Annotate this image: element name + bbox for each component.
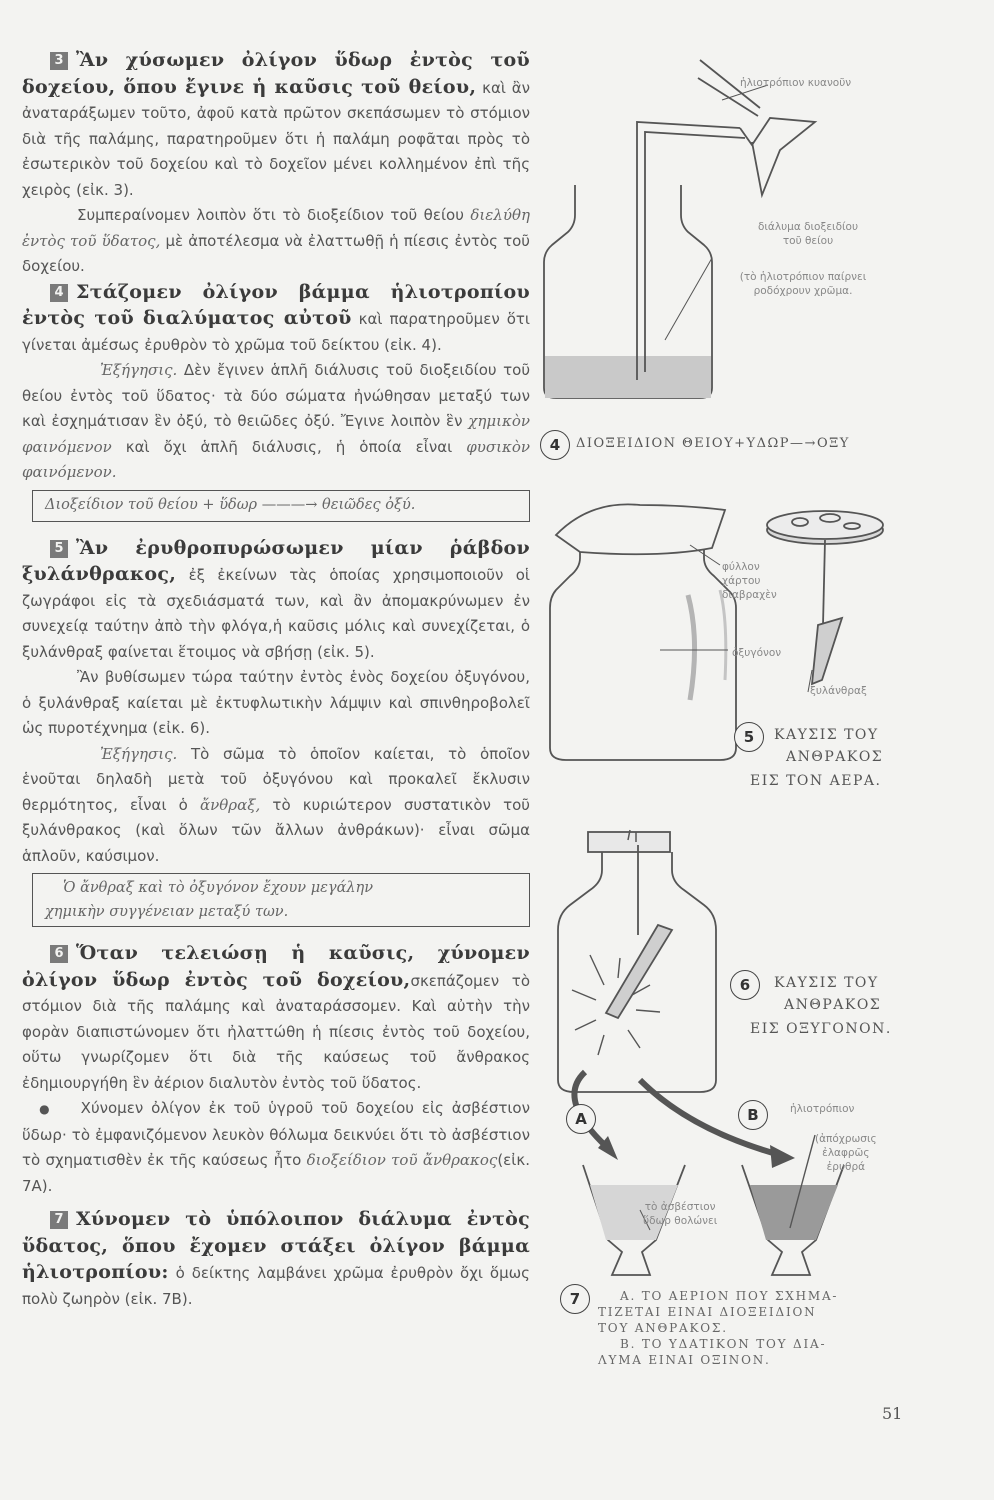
conclusion-emphasis: διελύθη ἐντὸς τοῦ ὕδατος,	[22, 206, 530, 250]
explanation-label: Ἐξήγησις.	[100, 361, 178, 379]
statement-line: Ὁ ἄνθραξ καὶ τὸ ὀξυγόνον ἔχουν μεγάλην	[63, 880, 374, 896]
section-body: καὶ ἂν ἀναταράξωμεν τοῦτο, ἀφοῦ κατὰ πρῶτον σκεπάσωμεν τὸ στόμιον διὰ τῆς παλάμης, παρατηροῦμεν ὅτι ἡ παλάμη ροφᾶται πρὸς τὸ ἐσωτερικὸν τοῦ δοχείου καὶ τὸ δοχεῖον μένει κολλημένον ἐπὶ τῆς χειρὸς (εἰκ. 3).	[22, 78, 530, 199]
fig4-label-solution	[738, 220, 878, 248]
fig7-mark-a: A	[566, 1104, 596, 1134]
label-line: ὕδωρ θολώνει	[643, 1215, 718, 1227]
label-line: ἐλαφρῶς	[822, 1147, 870, 1159]
explanation-emphasis: χημικὸν φαινόμενον	[22, 412, 530, 456]
fig6-jar	[558, 830, 716, 1092]
caption-line: ΚΑΥΣΙΣ ΤΟΥ	[774, 975, 879, 991]
label-line: ροδόχρουν χρῶμα.	[753, 285, 853, 297]
section-number: 5	[50, 540, 68, 558]
fig5-caption	[774, 724, 883, 768]
fig5-label-charcoal: ξυλάνθραξ	[810, 685, 867, 697]
fig7-label-lime	[643, 1200, 717, 1228]
label-line: τὸ ἀσβέστιον	[644, 1201, 716, 1213]
section-lead: Ὅταν τελειώσῃ ἡ καῦσις, χύνομεν ὀλίγον ὕδωρ ἐντὸς τοῦ δοχείου,	[22, 942, 530, 991]
section-number: 3	[50, 52, 68, 70]
equation-product: θειῶδες ὀξύ.	[321, 496, 416, 513]
fig7-label-litmus: ἡλιοτρόπιον	[790, 1103, 855, 1115]
caption-line: ΚΑΥΣΙΣ ΤΟΥ	[774, 727, 879, 743]
equation-reactants: Διοξείδιον τοῦ θείου + ὕδωρ	[45, 496, 258, 513]
fig7-label-note	[815, 1132, 877, 1174]
section-emphasis: διοξείδιον τοῦ ἄνθρακος	[306, 1151, 498, 1169]
section-body: ἐξ ἐκείνων τὰς ὁποίας χρησιμοποιοῦν οἱ ζωγράφοι εἰς τὰ σχεδιάσματά των, καὶ ἂν ἀπομακρύνωμεν ἐν συνεχείᾳ ταύτην ἀπὸ τὴν φλόγα,ἡ καῦσις μόλις καὶ συνεχίζεται, ὁ ξυλάνθραξ φαίνεται ἕτοιμος νὰ σβήσῃ (εἰκ. 5).	[22, 566, 530, 661]
conclusion-text: Συμπεραίνομεν λοιπὸν ὅτι τὸ διοξείδιον τοῦ θείου	[77, 206, 464, 224]
explanation-emphasis: φυσικὸν φαινόμενον.	[22, 437, 530, 481]
section-body: καὶ παρατηροῦμεν ὅτι γίνεται ἀμέσως ἐρυθρὸν τὸ χρῶμα τοῦ δείκτου (εἰκ. 4).	[22, 310, 530, 354]
caption-line: ΛΥΜΑ ΕΙΝΑΙ ΟΞΙΝΟΝ.	[598, 1353, 771, 1367]
label-line: (ἀπόχρωσις	[815, 1133, 877, 1145]
fig6-number: 6	[730, 970, 760, 1000]
section-lead: Ἂν ἐρυθροπυρώσωμεν μίαν ῥάβδον ξυλάνθρακος,	[22, 536, 530, 585]
fig5-number: 5	[734, 722, 764, 752]
page-number: 51	[882, 1404, 903, 1423]
conclusion-text-end: μὲ ἀποτέλεσμα νὰ ἐλαττωθῇ ἡ πίεσις ἐντὸς τοῦ δοχείου.	[22, 231, 530, 275]
label-line: ἐρυθρά	[826, 1161, 866, 1173]
fig6-caption-line3: ΕΙΣ ΟΞΥΓΟΝΟΝ.	[750, 1021, 892, 1037]
caption-line: ΑΝΘΡΑΚΟΣ	[786, 749, 884, 765]
fig4-label-note	[718, 270, 888, 298]
explanation-text: Δὲν ἔγινεν ἁπλῆ διάλυσις τοῦ διοξειδίου τοῦ θείου ἐντὸς τοῦ ὕδατος· τὰ δύο σώματα ἠνώθησαν μεταξύ των καὶ ἐσχημάτισαν ἓν ὀξύ, τὸ θειῶδες ὀξύ. Ἔγινε λοιπὸν ἓν	[22, 361, 530, 430]
explanation-text: τὸ κυριώτερον συστατικὸν τοῦ ξυλάνθρακος (καὶ ὅλων τῶν ἄλλων ἀνθράκων)· εἶναι σῶμα ἁπλοῦν, καύσιμον.	[22, 795, 530, 865]
fig5-label-paper	[722, 560, 777, 602]
fig6-caption	[774, 972, 881, 1016]
caption-line: ΤΟΥ ΑΝΘΡΑΚΟΣ.	[598, 1321, 728, 1335]
fig5-label-oxygen: ὀξυγόνον	[732, 647, 782, 659]
explanation-label: Ἐξήγησις.	[100, 744, 178, 763]
fig7-mark-b: B	[738, 1100, 768, 1130]
fig5-jar	[550, 504, 736, 760]
fig5-caption-line3: ΕΙΣ ΤΟΝ ΑΕΡΑ.	[750, 773, 882, 789]
fig4-number: 4	[540, 430, 570, 460]
label-line: διαβραχὲν	[722, 589, 777, 601]
caption-line: Β. ΤΟ ΥΔΑΤΙΚΟΝ ΤΟΥ ΔΙΑ-	[620, 1337, 827, 1351]
bullet: ●	[36, 1102, 53, 1116]
fig4-caption: ΔΙΟΞΕΙΔΙΟΝ ΘΕΙΟΥ+ΥΔΩΡ—→ΟΞΥ	[576, 436, 850, 451]
fig7-number: 7	[560, 1284, 590, 1314]
label-line: (τὸ ἡλιοτρόπιον παίρνει	[739, 271, 867, 283]
statement-line: χημικὴν συγγένειαν μεταξύ των.	[45, 904, 289, 920]
equation-arrow: ———→	[261, 496, 318, 513]
caption-line: ΑΝΘΡΑΚΟΣ	[784, 997, 882, 1013]
section-number: 6	[50, 945, 68, 963]
explanation-emphasis: ἄνθραξ,	[200, 795, 261, 814]
section-body: ὁ δείκτης λαμβάνει χρῶμα ἐρυθρὸν ὄχι ὅμως πολὺ ζωηρὸν (εἰκ. 7Β).	[22, 1264, 530, 1308]
section-number: 7	[50, 1211, 68, 1229]
section-lead: Στάζομεν ὀλίγον βάμμα ἡλιοτροπίου ἐντὸς τοῦ διαλύματος αὐτοῦ	[22, 280, 530, 329]
section-number: 4	[50, 284, 68, 302]
caption-line: ΤΙΖΕΤΑΙ ΕΙΝΑΙ ΔΙΟΞΕΙΔΙΟΝ	[598, 1305, 817, 1319]
fig5-lid	[767, 511, 883, 684]
label-line: φύλλον	[722, 561, 760, 573]
fig4-jar	[544, 185, 712, 398]
section-body: Ἂν βυθίσωμεν τώρα ταύτην ἐντὸς ἑνὸς δοχείου ὀξυγόνου, ὁ ξυλάνθραξ καίεται μὲ ἐκτυφλωτικὴν λάμψιν καὶ σπινθηροβολεῖ ὡς πυροτέχνημα (εἰκ. 6).	[22, 668, 530, 737]
section-body-end: (εἰκ. 7Α).	[22, 1151, 530, 1195]
label-line: χάρτου	[722, 575, 761, 587]
section-lead: Ἂν χύσωμεν ὀλίγον ὕδωρ ἐντὸς τοῦ δοχείου, ὅπου ἔγινε ἡ καῦσις τοῦ θείου,	[22, 49, 530, 98]
section-body: Χύνομεν ὀλίγον ἐκ τοῦ ὑγροῦ τοῦ δοχείου εἰς ἀσβέστιον ὕδωρ· τὸ ἐμφανιζόμενον λευκὸν θόλωμα δεικνύει ὅτι τὸ ἀσβέστιον τὸ σχηματισθὲν ἐκ τῆς καύσεως ἦτο	[22, 1099, 530, 1169]
label-line: διάλυμα διοξειδίου	[757, 221, 859, 233]
section-lead: Χύνομεν τὸ ὑπόλοιπον διάλυμα ἐντὸς ὕδατος, ὅπου ἔχομεν στάξει ὀλίγον βάμμα ἡλιοτροπίου:	[22, 1208, 530, 1283]
label-line: τοῦ θείου	[782, 235, 834, 247]
section-body: σκεπάζομεν τὸ στόμιον διὰ τῆς παλάμης καὶ ἀναταράσσομεν. Καὶ αὐτὴν τὴν φορὰν διαπιστώνομεν ὅτι ἠλαττώθη ἡ πίεσις ἐντὸς τοῦ δοχείου, οὕτω γνωρίζομεν ὅτι διὰ τῆς καύσεως τοῦ ἄνθρακος ἐδημιουργήθη ἓν ἀέριον διαλυτὸν ἐντὸς τοῦ ὕδατος.	[22, 971, 530, 1092]
fig4-label-litmus: ἡλιοτρόπιον κυανοῦν	[740, 77, 852, 89]
explanation-text: καὶ ὄχι ἁπλῆ διάλυσις, ἡ ὁποία εἶναι	[125, 437, 453, 456]
explanation-text: Τὸ σῶμα τὸ ὁποῖον καίεται, τὸ ὁποῖον ἑνοῦται δηλαδὴ μετὰ τοῦ ὀξυγόνου καὶ προκαλεῖ ἔκλυσιν θερμότητος, εἶναι ὁ	[22, 744, 530, 814]
fig7-caption	[598, 1288, 838, 1368]
caption-line: Α. ΤΟ ΑΕΡΙΟΝ ΠΟΥ ΣΧΗΜΑ-	[620, 1289, 839, 1303]
